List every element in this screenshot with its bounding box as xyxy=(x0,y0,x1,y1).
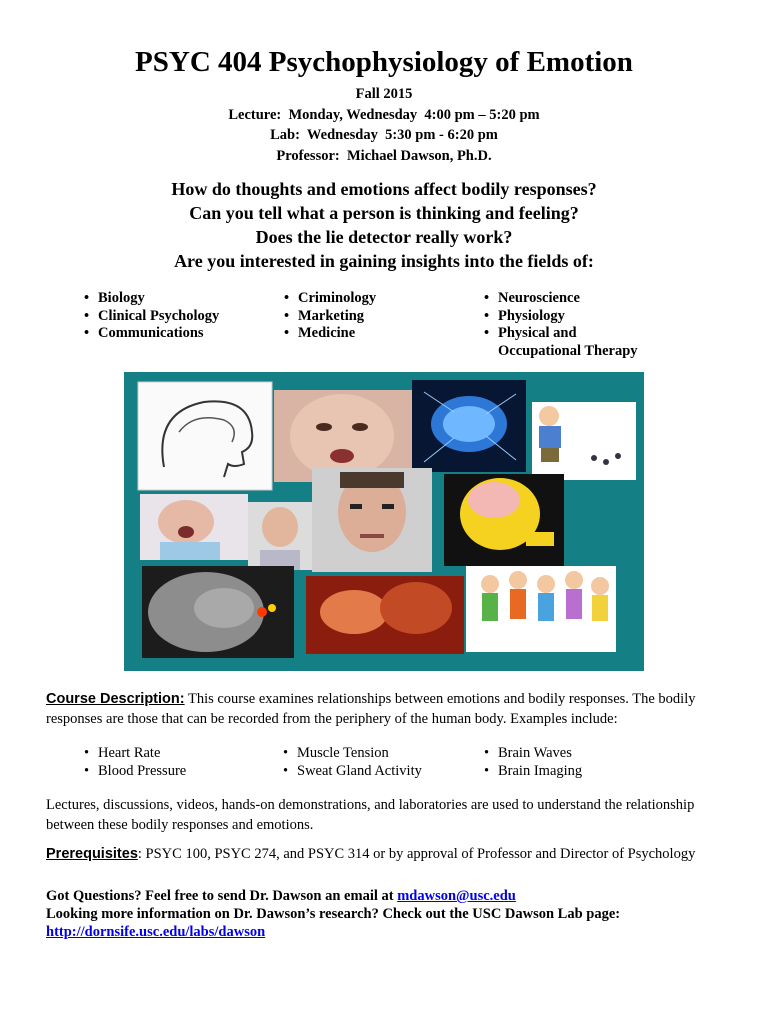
list-item: • Heart Rate xyxy=(84,744,186,762)
question-3: Does the lie detector really work? xyxy=(255,227,513,247)
angry-man-photo-icon xyxy=(312,468,432,572)
question-4: Are you interested in gaining insights into the fields of: xyxy=(174,251,594,271)
email-link[interactable]: mdawson@usc.edu xyxy=(397,888,516,904)
fields-list-2 xyxy=(284,290,376,343)
professor: Professor: Michael Dawson, Ph.D. xyxy=(276,147,492,164)
term: Fall 2015 xyxy=(355,86,413,102)
course-description-text: This course examines relationships between emotions and bodily responses. The bodily responses are those that can be recorded from the periphery of the human body. Examples include: xyxy=(46,691,696,727)
sick-child-cartoon-icon xyxy=(532,402,636,480)
list-item: • Physiology xyxy=(484,308,638,326)
question-block xyxy=(0,177,768,273)
list-item: • Medicine xyxy=(284,325,376,343)
contact-line xyxy=(46,887,746,905)
contact-block xyxy=(46,887,746,941)
list-item: • Brain Waves xyxy=(484,744,582,762)
kiss-photo-icon xyxy=(306,576,464,654)
cartoon-brain-icon xyxy=(444,474,564,566)
examples-list-1 xyxy=(84,744,186,780)
course-info xyxy=(0,84,768,166)
document-title: PSYC 404 Psychophysiology of Emotion xyxy=(135,46,633,78)
fields-list-3 xyxy=(484,290,638,360)
list-item-continued: Occupational Therapy xyxy=(498,342,638,359)
man-portrait-photo-icon xyxy=(248,502,312,570)
list-item: • Physical and Occupational Therapy xyxy=(484,325,638,360)
lab-time: Lab: Wednesday 5:30 pm - 6:20 pm xyxy=(270,127,498,143)
crying-baby-photo-icon xyxy=(140,494,248,560)
question-1: How do thoughts and emotions affect bodily responses? xyxy=(171,179,597,199)
course-description xyxy=(46,690,736,729)
question-2: Can you tell what a person is thinking and feeling? xyxy=(189,203,579,223)
list-item: • Marketing xyxy=(284,308,376,326)
contact-text: Got Questions? Feel free to send Dr. Dawson an email at xyxy=(46,888,398,904)
prerequisites-label: Prerequisites xyxy=(46,846,138,862)
collage-graphic xyxy=(124,372,644,671)
prerequisites-text: : PSYC 100, PSYC 274, and PSYC 314 or by approval of Professor and Director of Psychology xyxy=(137,846,696,862)
happy-kids-cartoon-icon xyxy=(466,566,616,652)
research-text: Looking more information on Dr. Dawson’s research? Check out the USC Dawson Lab page: xyxy=(46,906,621,922)
image-collage xyxy=(124,372,644,671)
examples-list-2 xyxy=(283,744,422,780)
list-item: • Biology xyxy=(84,290,219,308)
methods-paragraph: Lectures, discussions, videos, hands-on demonstrations, and laboratories are used to understand the relationship between these bodily responses and emotions. xyxy=(46,797,695,833)
prerequisites xyxy=(46,845,736,865)
list-item: • Muscle Tension xyxy=(283,744,422,762)
list-item: • Criminology xyxy=(284,290,376,308)
course-description-label: Course Description: xyxy=(46,691,185,707)
brain-sketch-icon xyxy=(138,382,272,490)
lab-page-link[interactable]: http://dornsife.usc.edu/labs/dawson xyxy=(46,924,266,940)
list-item: • Sweat Gland Activity xyxy=(283,762,422,780)
list-item: • Neuroscience xyxy=(484,290,638,308)
list-item: • Communications xyxy=(84,325,219,343)
lecture-time: Lecture: Monday, Wednesday 4:00 pm – 5:20 pm xyxy=(228,106,540,123)
list-item: • Blood Pressure xyxy=(84,762,186,780)
neuron-brain-icon xyxy=(412,380,526,472)
mri-brain-scan-icon xyxy=(142,566,294,658)
list-item: • Brain Imaging xyxy=(484,762,582,780)
fields-list-1 xyxy=(84,290,219,343)
list-item: • Clinical Psychology xyxy=(84,308,219,326)
examples-list-3 xyxy=(484,744,582,780)
